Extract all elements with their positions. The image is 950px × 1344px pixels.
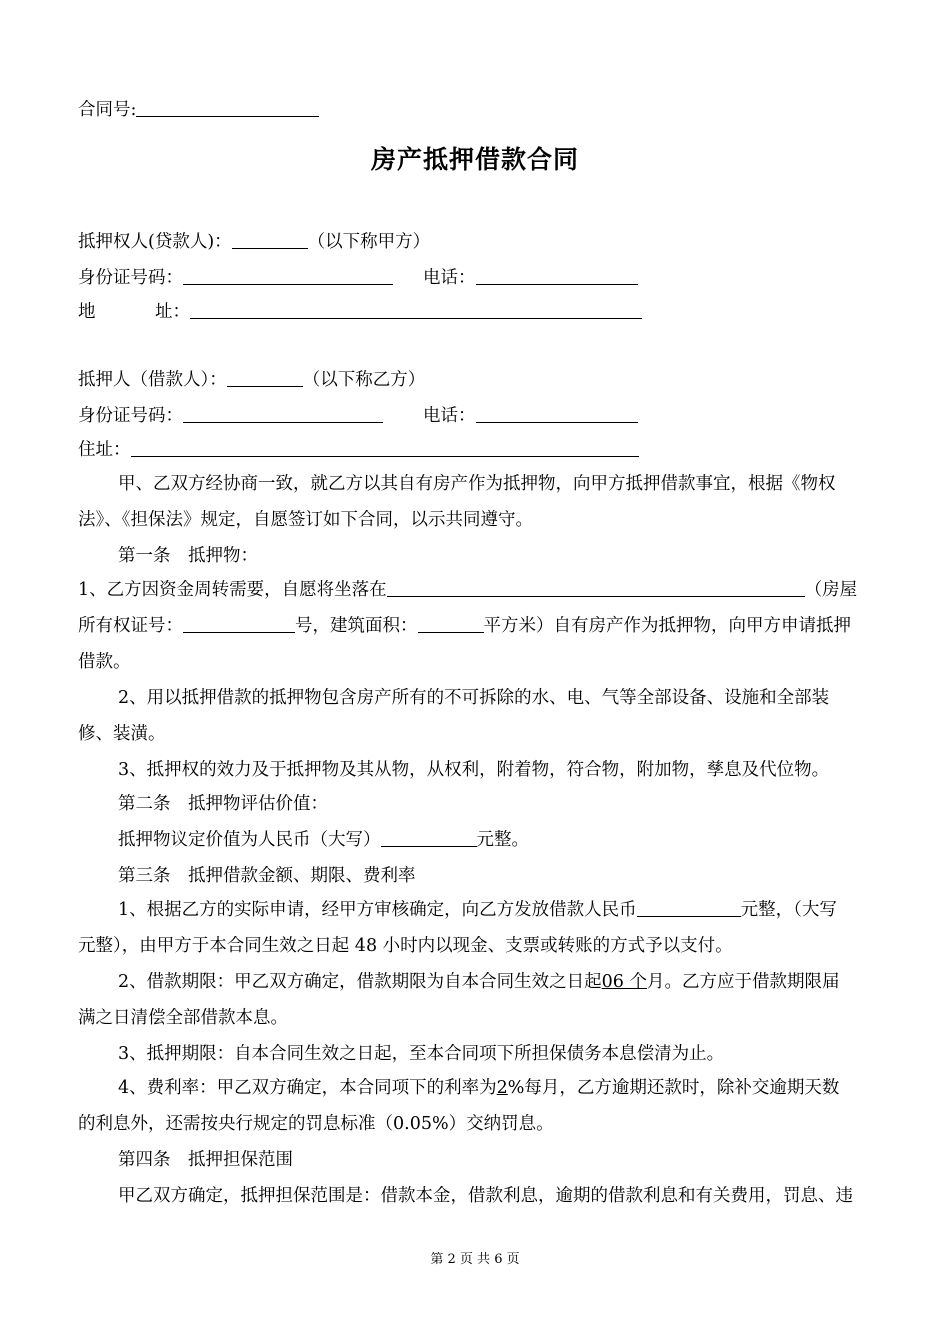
interest-rate-value: 2 (496, 1078, 508, 1098)
article-1-p3: 3、抵押权的效力及于抵押物及其从物，从权利，附着物，符合物，附加物，孳息及代位物。 (118, 760, 830, 780)
mortgagor-id-blank (183, 404, 383, 423)
mortgagee-name-blank (232, 230, 308, 249)
article-3-p3: 3、抵押期限：自本合同生效之日起，至本合同项下所担保债务本息偿清为止。 (118, 1044, 725, 1064)
text-segment: 1、乙方因资金周转需要，自愿将坐落在 (78, 580, 387, 600)
floor-area-blank (418, 614, 484, 633)
contract-number-label: 合同号: (78, 100, 137, 120)
article-3-p1-line-2: 元整），由甲方于本合同生效之日起 48 小时内以现金、支票或转账的方式予以支付。 (78, 936, 733, 956)
article-3-p4-line-1 (118, 1076, 839, 1100)
mortgagor-phone-blank (476, 404, 638, 423)
mortgagee-label: 抵押权人(贷款人)： (78, 232, 232, 252)
mortgagee-id-blank (183, 266, 393, 285)
text-segment: 元整，（大写 (740, 900, 837, 920)
article-3-p2-line-1 (118, 970, 839, 994)
mortgagee-address-line (155, 300, 642, 324)
article-3-p1-line-1 (118, 898, 837, 922)
article-1-p2-line-2: 修、装潢。 (78, 724, 166, 744)
text-segment: 平方米）自有房产作为抵押物，向甲方申请抵押 (483, 616, 851, 636)
ownership-cert-blank (183, 614, 295, 633)
mortgagor-address-label: 住址： (78, 440, 131, 460)
text-segment: 所有权证号： (78, 616, 183, 636)
text-segment: 元整。 (476, 830, 529, 850)
article-3-p2-line-2: 满之日清偿全部借款本息。 (78, 1008, 288, 1028)
article-3-p4-line-2: 的利息外，还需按央行规定的罚息标准（0.05%）交纳罚息。 (78, 1114, 554, 1134)
article-2-heading: 第二条 抵押物评估价值： (118, 794, 328, 814)
article-1-p1-line-1 (78, 578, 857, 602)
mortgagee-phone-blank (476, 266, 638, 285)
valuation-blank (381, 828, 477, 847)
page-footer: 第 2 页 共 6 页 (430, 1252, 520, 1267)
mortgagee-phone-line (423, 266, 638, 290)
article-1-p2-line-1: 2、用以抵押借款的抵押物包含房产所有的不可拆除的水、电、气等全部设备、设施和全部装 (118, 688, 830, 708)
mortgagee-id-line (78, 266, 393, 290)
text-segment: 月。乙方应于借款期限届 (646, 972, 840, 992)
mortgagor-label: 抵押人（借款人）： (78, 370, 227, 390)
article-1-p1-line-3: 借款。 (78, 652, 131, 672)
intro-line-2: 法》、《担保法》规定，自愿签订如下合同，以示共同遵守。 (78, 510, 533, 530)
mortgagee-id-label: 身份证号码： (78, 268, 183, 288)
mortgagee-address-label-1: 地 (78, 302, 96, 322)
mortgagee-phone-label: 电话： (423, 268, 476, 288)
mortgagor-line (78, 368, 425, 392)
article-4-p1: 甲乙双方确定，抵押担保范围是：借款本金，借款利息，逾期的借款利息和有关费用，罚息、违 (118, 1186, 853, 1206)
article-1-heading: 第一条 抵押物： (118, 546, 258, 566)
mortgagee-address-blank (190, 300, 642, 319)
text-segment: 4、费利率：甲乙双方确定，本合同项下的利率为 (118, 1078, 497, 1098)
text-segment: 抵押物议定价值为人民币（大写） (118, 830, 381, 850)
text-segment: 2、借款期限：甲乙双方确定，借款期限为自本合同生效之日起 (118, 972, 602, 992)
document-title: 房产抵押借款合同 (370, 145, 579, 174)
mortgagee-suffix: （以下称甲方） (307, 232, 431, 252)
loan-amount-blank (637, 898, 741, 917)
text-segment: %每月，乙方逾期还款时，除补交逾期天数 (507, 1078, 840, 1098)
mortgagor-phone-label: 电话： (423, 406, 476, 426)
text-segment: 号，建筑面积： (295, 616, 418, 636)
mortgagor-id-line (78, 404, 383, 428)
article-1-p1-line-2 (78, 614, 851, 638)
loan-term-value: 06 个 (601, 972, 647, 992)
text-segment: （房屋 (804, 580, 858, 600)
contract-number-blank (136, 98, 319, 117)
article-2-p1 (118, 828, 529, 852)
text-segment: 1、根据乙方的实际申请，经甲方审核确定，向乙方发放借款人民币 (118, 900, 637, 920)
mortgagor-address-blank (131, 438, 639, 457)
location-blank (387, 578, 805, 597)
contract-number-line (78, 98, 319, 122)
intro-line-1: 甲、乙双方经协商一致，就乙方以其自有房产作为抵押物，向甲方抵押借款事宜，根据《物权 (118, 474, 836, 494)
mortgagor-address-line (78, 438, 639, 462)
mortgagee-address-label-2: 址： (155, 302, 190, 322)
mortgagor-id-label: 身份证号码： (78, 406, 183, 426)
article-3-heading: 第三条 抵押借款金额、期限、费利率 (118, 866, 416, 886)
mortgagor-suffix: （以下称乙方） (302, 370, 426, 390)
article-4-heading: 第四条 抵押担保范围 (118, 1150, 293, 1170)
mortgagor-phone-line (423, 404, 638, 428)
mortgagee-line (78, 230, 430, 254)
mortgagor-name-blank (227, 368, 303, 387)
